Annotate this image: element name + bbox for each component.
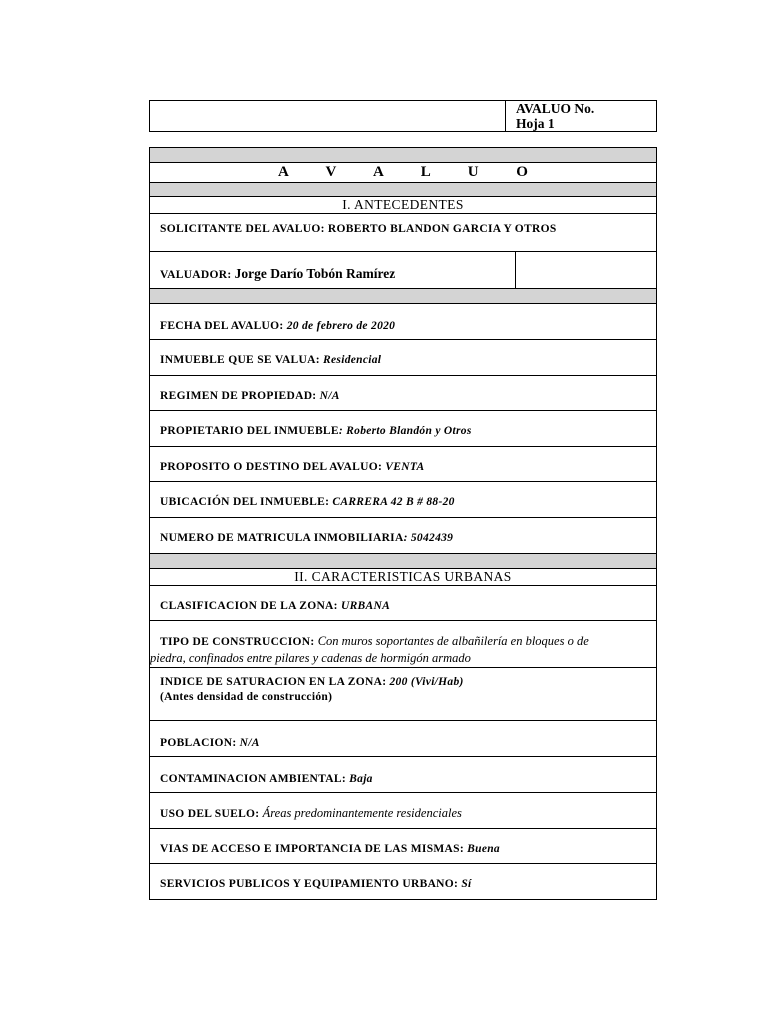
field-fecha xyxy=(150,303,656,339)
field-proposito xyxy=(150,446,656,481)
tipo-value-line1: Con muros soportantes de albañilería en bloques o de xyxy=(317,634,589,648)
document-header-box xyxy=(149,100,657,132)
fecha-value: 20 de febrero de 2020 xyxy=(286,320,396,332)
field-uso-suelo xyxy=(150,792,656,828)
clasificacion-value: URBANA xyxy=(340,600,391,612)
valuador-value: Jorge Darío Tobón Ramírez xyxy=(234,266,396,281)
indice-note: (Antes densidad de construcción) xyxy=(160,691,333,703)
field-valuador xyxy=(150,251,656,288)
section-antecedentes: I. ANTECEDENTES xyxy=(150,196,656,213)
regimen-value: N/A xyxy=(319,390,340,402)
section-caracteristicas: II. CARACTERISTICAS URBANAS xyxy=(150,568,656,585)
field-solicitante xyxy=(150,213,656,251)
field-regimen xyxy=(150,375,656,410)
field-contaminacion xyxy=(150,756,656,792)
gray-separator xyxy=(150,182,656,196)
field-matricula xyxy=(150,517,656,553)
propietario-label: PROPIETARIO DEL INMUEBLE xyxy=(160,425,339,437)
poblacion-label: POBLACION: xyxy=(160,737,240,749)
vias-label: VIAS DE ACCESO E IMPORTANCIA DE LAS MISMAS: xyxy=(160,843,468,855)
proposito-label: PROPOSITO O DESTINO DEL AVALUO: xyxy=(160,461,386,473)
tipo-label: TIPO DE CONSTRUCCION: xyxy=(160,636,318,648)
valuador-label: VALUADOR: xyxy=(160,269,235,281)
servicios-label: SERVICIOS PUBLICOS Y EQUIPAMIENTO URBANO: xyxy=(160,878,462,890)
header-text xyxy=(516,101,594,131)
vias-value: Buena xyxy=(467,843,500,855)
field-tipo-construccion xyxy=(150,620,656,667)
indice-label: INDICE DE SATURACION EN LA ZONA: xyxy=(160,676,390,688)
header-divider xyxy=(505,101,506,131)
field-poblacion xyxy=(150,720,656,756)
gray-separator xyxy=(150,288,656,303)
field-clasificacion xyxy=(150,585,656,620)
uso-label: USO DEL SUELO: xyxy=(160,808,263,820)
proposito-value: VENTA xyxy=(385,461,425,473)
matricula-label: NUMERO DE MATRICULA INMOBILIARIA xyxy=(160,532,404,544)
field-indice-saturacion xyxy=(150,667,656,720)
tipo-value-line2: piedra, confinados entre pilares y cadenas de hormigón armado xyxy=(150,651,471,665)
avaluo-number-label: AVALUO No. xyxy=(516,101,595,116)
gray-separator xyxy=(150,553,656,568)
ubicacion-value: CARRERA 42 B # 88-20 xyxy=(332,496,455,508)
propietario-value: : Roberto Blandón y Otros xyxy=(338,425,472,437)
matricula-value: : 5042439 xyxy=(403,532,454,544)
regimen-label: REGIMEN DE PROPIEDAD: xyxy=(160,390,320,402)
uso-value: Áreas predominantemente residenciales xyxy=(262,806,462,820)
solicitante-text: SOLICITANTE DEL AVALUO: ROBERTO BLANDON GARCIA Y OTROS xyxy=(160,223,557,235)
field-vias-acceso xyxy=(150,828,656,863)
inmueble-label: INMUEBLE QUE SE VALUA: xyxy=(160,354,324,366)
sheet-label: Hoja 1 xyxy=(516,116,555,131)
appraisal-form-table xyxy=(149,147,657,900)
document-title: A V A L U O xyxy=(150,162,656,182)
fecha-label: FECHA DEL AVALUO: xyxy=(160,320,287,332)
contaminacion-value: Baja xyxy=(349,773,373,785)
clasificacion-label: CLASIFICACION DE LA ZONA: xyxy=(160,600,341,612)
field-ubicacion xyxy=(150,481,656,517)
valuador-cell-divider xyxy=(515,252,516,288)
ubicacion-label: UBICACIÓN DEL INMUEBLE: xyxy=(160,496,333,508)
indice-value: 200 (Vivi/Hab) xyxy=(389,676,464,688)
field-inmueble xyxy=(150,339,656,375)
servicios-value: Sí xyxy=(461,878,472,890)
inmueble-value: Residencial xyxy=(323,354,382,366)
gray-separator xyxy=(150,147,656,162)
field-propietario xyxy=(150,410,656,446)
poblacion-value: N/A xyxy=(239,737,260,749)
contaminacion-label: CONTAMINACION AMBIENTAL: xyxy=(160,773,350,785)
field-servicios-publicos xyxy=(150,863,656,899)
